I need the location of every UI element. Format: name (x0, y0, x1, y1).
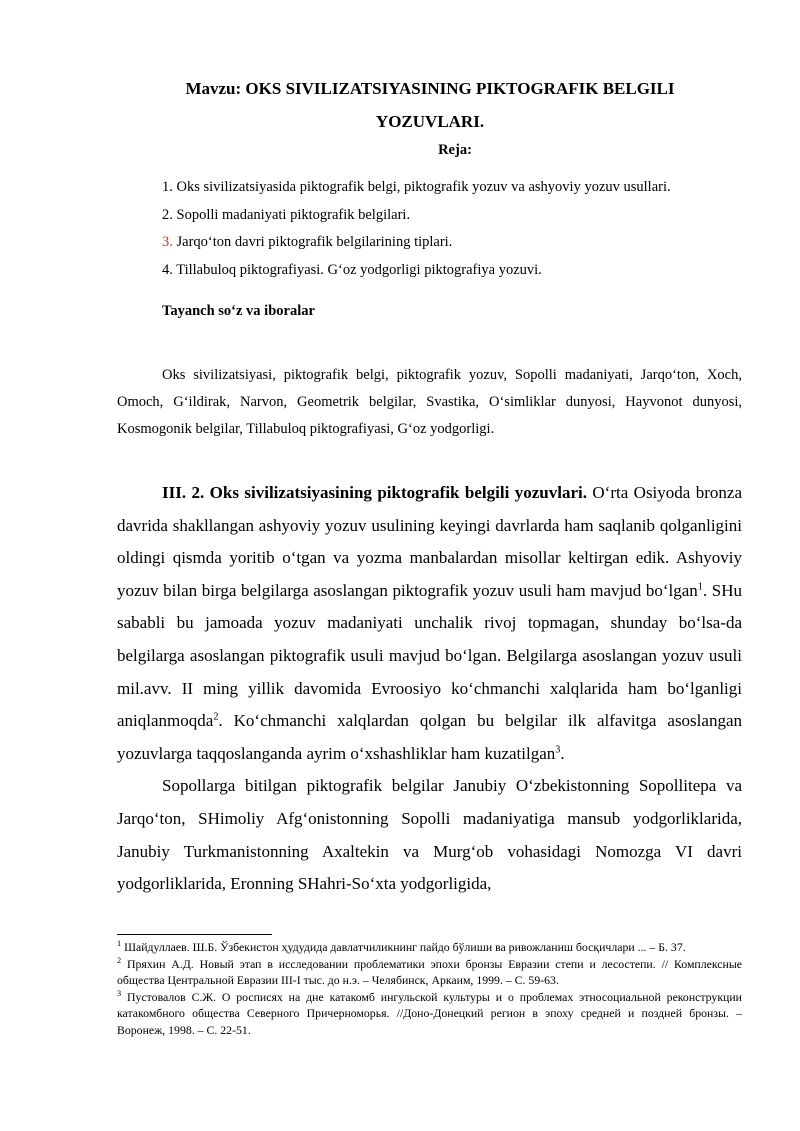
plan-item (162, 176, 671, 204)
keywords-text: Oks sivilizatsiyasi, piktografik belgi, piktografik yozuv, Sopolli madaniyati, Jarqo‘ton, Xoch, Omoch, G‘ildirak, Narvon, Geometrik belgilar, Svastika, O‘simliklar dunyosi, Hayvonot dunyosi, Kosmogonik belgilar, Tillabuloq piktografiyasi, G‘oz yodgorligi. (117, 367, 742, 437)
footnote-ref-2[interactable]: 2 (213, 711, 219, 723)
title-line-1: Mavzu: OKS SIVILIZATSIYASINING PIKTOGRAFIK BELGILI (185, 79, 675, 98)
keywords-heading: Tayanch so‘z va iboralar (162, 303, 315, 319)
footnote-text: Шайдуллаев. Ш.Б. Ўзбекистон ҳудудида давлатчиликнинг пайдо бўлиши ва ривожланиш босқичлари ... – Б. 37. (124, 940, 686, 954)
main-body (117, 477, 742, 901)
body-paragraph-1 (117, 477, 742, 770)
section-heading: III. 2. Oks sivilizatsiyasining piktografik belgili yozuvlari. (162, 483, 587, 502)
plan-item-text: Sopolli madaniyati piktografik belgilari. (176, 206, 411, 223)
plan-list (162, 176, 671, 286)
footnote-text: Пряхин А.Д. Новый этап в исследовании проблематики эпохи бронзы Евразии степи и лесостепи. // Комплексные общества Центральной Евразии III-I тыс. до н.э. – Челябинск, Аркаим, 1999. – С. 59-63. (117, 956, 743, 987)
paragraph-text: . Ko‘chmanchi xalqlardan qolgan bu belgilar ilk alfavitga asoslangan yozuvlarga taqqoslanganda ayrim o‘xshashliklar ham kuzatilgan (117, 711, 742, 763)
footnote-mark: 1 (117, 939, 122, 949)
paragraph-text: . (560, 743, 565, 763)
footnote-text: Пустовалов С.Ж. О росписях на дне катакомб ингульской культуры и о проблемах этносоциальной реконструкции катакомбного общества Северного Причерноморья. //Доно-Донецкий регион в эпоху средней и поздней бронзы. – Воронеж, 1998. – С. 22-51. (117, 989, 742, 1037)
footnote-mark: 3 (117, 988, 122, 998)
footnote-ref-3[interactable]: 3 (555, 744, 561, 756)
footnote (117, 989, 742, 1039)
footnotes (117, 939, 742, 1038)
title-line-2: YOZUVLARI. (375, 112, 485, 131)
plan-item (162, 231, 671, 259)
plan-item-text: Jarqo‘ton davri piktografik belgilarining tiplari. (176, 234, 453, 250)
plan-item-number: 3. (162, 234, 173, 250)
page-title (120, 72, 740, 138)
footnote-mark: 2 (117, 955, 122, 965)
plan-item-number: 1. (162, 179, 173, 195)
plan-item-number: 2. (162, 206, 173, 223)
plan-item (162, 204, 671, 232)
paragraph-text: O‘rta Osiyoda bronza davrida shakllangan ashyoviy yozuv usulining keyingi davrlarda ham saqlanib qolganligini oldingi qismda yoritib o‘tgan va yozma manbalardan misollar keltirgan edik. Ashyoviy yozuv bilan birga belgilarga asoslangan piktografik yozuv usuli ham mavjud bo‘lgan (117, 483, 742, 600)
body-paragraph-2: Sopollarga bitilgan piktografik belgilar Janubiy O‘zbekistonning Sopollitepa va Jarqo‘ton, SHimoliy Afg‘onistonning Sopolli madaniyatiga mansub yodgorliklarida, Janubiy Turkmanistonning Axaltekin va Murg‘ob vohasidagi Nomozga VI davri yodgorliklarida, Eronning SHahri-So‘xta yodgorligida, (117, 776, 742, 894)
footnote-ref-1[interactable]: 1 (697, 581, 703, 593)
footnote-separator (117, 934, 272, 935)
plan-item-number: 4. (162, 261, 173, 278)
plan-item (162, 259, 671, 287)
plan-item-text: Oks sivilizatsiyasida piktografik belgi, piktografik yozuv va ashyoviy yozuv usullari. (176, 179, 671, 195)
footnote (117, 956, 742, 989)
plan-heading: Reja: (438, 142, 472, 158)
plan-item-text: Tillabuloq piktografiyasi. G‘oz yodgorligi piktografiya yozuvi. (176, 261, 542, 278)
footnote (117, 939, 742, 956)
paragraph-text: . SHu sababli bu jamoada yozuv madaniyati unchalik rivoj topmagan, shunday bo‘lsa-da belgilarga asoslangan piktografik usuli mavjud bo‘lgan. Belgilarga asoslangan yozuv usuli mil.avv. II ming yillik davomida Evroosiyo ko‘chmanchi xalqlarida ham bo‘lganligi aniqlanmoqda (117, 580, 742, 731)
